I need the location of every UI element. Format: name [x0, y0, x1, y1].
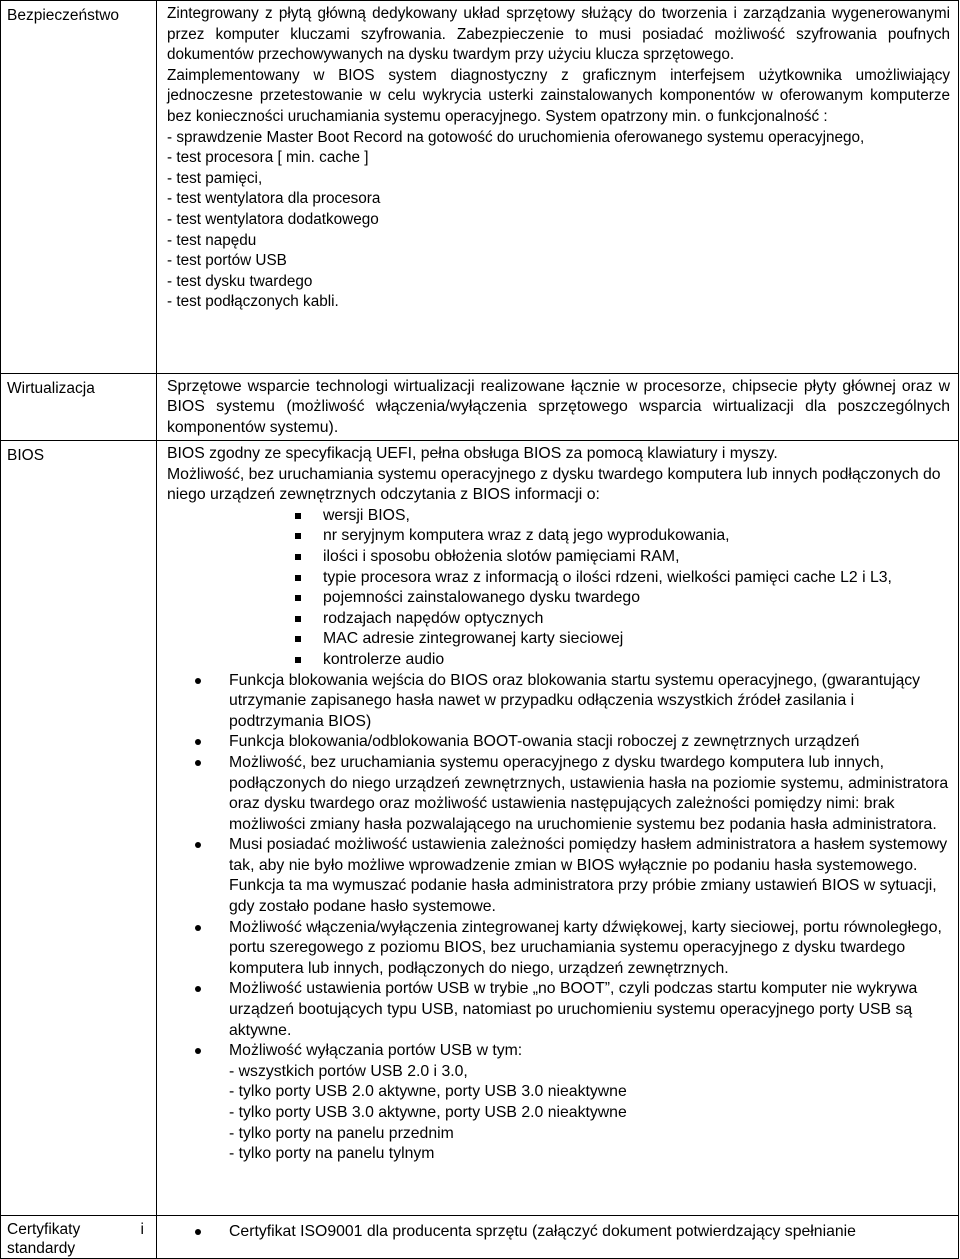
dot-bullet-icon	[195, 760, 201, 766]
bios-feature-item: Funkcja blokowania wejścia do BIOS oraz blokowania startu systemu operacyjnego, (gwarantujący utrzymanie zapisanego hasła nawet w przypadku odłączenia wszystkich źródeł zasilania i podtrzymania BIOS)	[195, 671, 950, 733]
usb-intro: Możliwość wyłączania portów USB w tym:	[229, 1042, 523, 1060]
bios-info-intro: Możliwość, bez uruchamiania systemu operacyjnego z dysku twardego komputera lub innych podłączonych do niego urządzeń zewnętrznych odczytania z BIOS informacji o:	[167, 465, 941, 504]
test-item: - test wentylatora dodatkowego	[167, 210, 379, 228]
square-bullet-icon	[295, 616, 301, 622]
square-bullet-icon	[295, 513, 301, 519]
bios-info-item: typie procesora wraz z informacją o ilości rdzeni, wielkości pamięci cache L2 i L3,	[295, 568, 950, 589]
security-tests-list	[167, 128, 950, 313]
square-bullet-icon	[295, 657, 301, 663]
certificate-item: Certyfikat ISO9001 dla producenta sprzętu (załączyć dokument potwierdzający spełnianie	[195, 1222, 950, 1243]
bios-usb-item	[195, 1041, 950, 1165]
label-virtualization-text: Wirtualizacja	[7, 380, 95, 397]
bios-feature-item: Możliwość ustawienia portów USB w trybie „no BOOT”, czyli podczas startu komputer nie wykrywa urządzeń bootujących typu USB, natomiast po uruchomieniu systemu operacyjnego porty USB są aktywne.	[195, 979, 950, 1041]
usb-option: - tylko porty USB 2.0 aktywne, porty USB 3.0 nieaktywne	[229, 1083, 627, 1101]
square-bullet-icon	[295, 595, 301, 601]
test-item: - test pamięci,	[167, 169, 263, 187]
row-bios	[1, 441, 959, 1216]
bios-uefi-paragraph: BIOS zgodny ze specyfikacją UEFI, pełna obsługa BIOS za pomocą klawiatury i myszy.	[167, 445, 778, 462]
square-bullet-icon	[295, 575, 301, 581]
row-certificates	[1, 1216, 959, 1259]
test-item: - test procesora [ min. cache ]	[167, 149, 369, 167]
label-bios	[1, 441, 157, 1216]
bios-info-item: ilości i sposobu obłożenia slotów pamięciami RAM,	[295, 547, 950, 568]
content-virtualization	[157, 374, 959, 441]
content-bios	[157, 441, 959, 1216]
label-security	[1, 1, 157, 374]
square-bullet-icon	[295, 554, 301, 560]
label-certificates	[1, 1216, 157, 1259]
label-certificates-line2: standardy	[7, 1240, 76, 1257]
test-item: - test napędu	[167, 231, 257, 249]
dot-bullet-icon	[195, 986, 201, 992]
bios-feature-item: Funkcja blokowania/odblokowania BOOT-owania stacji roboczej z zewnętrznych urządzeń	[195, 732, 950, 753]
security-tpm-paragraph: Zintegrowany z płytą główną dedykowany układ sprzętowy służący do tworzenia i zarządzania wygenerowanymi przez komputer kluczami szyfrowania. Zabezpieczenie to musi posiadać możliwość szyfrowania poufnych dokumentów przechowywanych na dysku twardym przy użyciu klucza sprzętowego.	[167, 5, 950, 64]
bios-feature-item: Możliwość, bez uruchamiania systemu operacyjnego z dysku twardego komputera lub innych, podłączonych do niego urządzeń zewnętrznych, ustawienia hasła na poziomie systemu, administratora oraz dysku twardego oraz możliwość ustawienia następujących zależności pomiędzy nimi: brak możliwości zmiany hasła pozwalającego na uruchomienie systemu bez podania hasła administratora.	[195, 753, 950, 835]
dot-bullet-icon	[195, 842, 201, 848]
certificates-list	[167, 1222, 950, 1243]
usb-option: - tylko porty na panelu przednim	[229, 1124, 454, 1142]
bios-feature-item: Musi posiadać możliwość ustawienia zależności pomiędzy hasłem administratora a hasłem systemowy tak, aby nie było możliwe wprowadzenie zmian w BIOS wyłącznie po podaniu hasła systemowego. Funkcja ta ma wymuszać podanie hasła administratora przy próbie zmiany ustawień BIOS w sytuacji, gdy zostało podane hasło systemowe.	[195, 835, 950, 917]
label-security-text: Bezpieczeństwo	[7, 7, 120, 24]
test-item: - test portów USB	[167, 252, 287, 270]
test-item: - test dysku twardego	[167, 272, 313, 290]
dot-bullet-icon	[195, 1229, 201, 1235]
usb-option: - tylko porty USB 3.0 aktywne, porty USB 2.0 nieaktywne	[229, 1104, 627, 1121]
test-item: - test wentylatora dla procesora	[167, 190, 381, 208]
bios-info-list	[167, 506, 950, 671]
virtualization-paragraph: Sprzętowe wsparcie technologi wirtualizacji realizowane łącznie w procesorze, chipsecie płyty głównej oraz w BIOS systemu (możliwość włączenia/wyłączenia sprzętowego wsparcia wirtualizacji dla poszczególnych komponentów systemu).	[167, 378, 950, 436]
dot-bullet-icon	[195, 678, 201, 684]
row-security	[1, 1, 959, 374]
bios-info-item: pojemności zainstalowanego dysku twardego	[295, 588, 950, 609]
bios-feature-item: Możliwość włączenia/wyłączenia zintegrowanej karty dźwiękowej, karty sieciowej, portu równoległego, portu szeregowego z poziomu BIOS, bez uruchamiania systemu operacyjnego z dysku twardego komputera lub innych, podłączonych do niego, urządzeń zewnętrznych.	[195, 918, 950, 980]
label-certificates-line1: Certyfikaty i	[7, 1221, 144, 1238]
usb-option: - tylko porty na panelu tylnym	[229, 1145, 435, 1163]
bios-info-item: MAC adresie zintegrowanej karty sieciowej	[295, 629, 950, 650]
square-bullet-icon	[295, 533, 301, 539]
content-security	[157, 1, 959, 374]
row-virtualization	[1, 374, 959, 441]
dot-bullet-icon	[195, 925, 201, 931]
bios-info-item: kontrolerze audio	[295, 650, 950, 671]
bios-info-item: rodzajach napędów optycznych	[295, 609, 950, 630]
bios-info-item: wersji BIOS,	[295, 506, 950, 527]
square-bullet-icon	[295, 636, 301, 642]
bios-info-item: nr seryjnym komputera wraz z datą jego wyprodukowania,	[295, 526, 950, 547]
bios-features-list	[167, 671, 950, 1165]
test-item: - sprawdzenie Master Boot Record na gotowość do uruchomienia oferowanego systemu operacyjnego,	[167, 128, 865, 146]
label-bios-text: BIOS	[7, 447, 45, 464]
content-certificates	[157, 1216, 959, 1259]
security-diagnostics-paragraph: Zaimplementowany w BIOS system diagnostyczny z graficznym interfejsem użytkownika umożliwiający jednoczesne przetestowanie w celu wykrycia usterki zainstalowanych komponentów w oferowanym komputerze bez konieczności uruchamiania systemu operacyjnego. System opatrzony min. o funkcjonalność :	[167, 66, 950, 125]
label-virtualization	[1, 374, 157, 441]
usb-option: - wszystkich portów USB 2.0 i 3.0,	[229, 1062, 468, 1080]
test-item: - test podłączonych kabli.	[167, 293, 339, 311]
dot-bullet-icon	[195, 1048, 201, 1054]
dot-bullet-icon	[195, 739, 201, 745]
